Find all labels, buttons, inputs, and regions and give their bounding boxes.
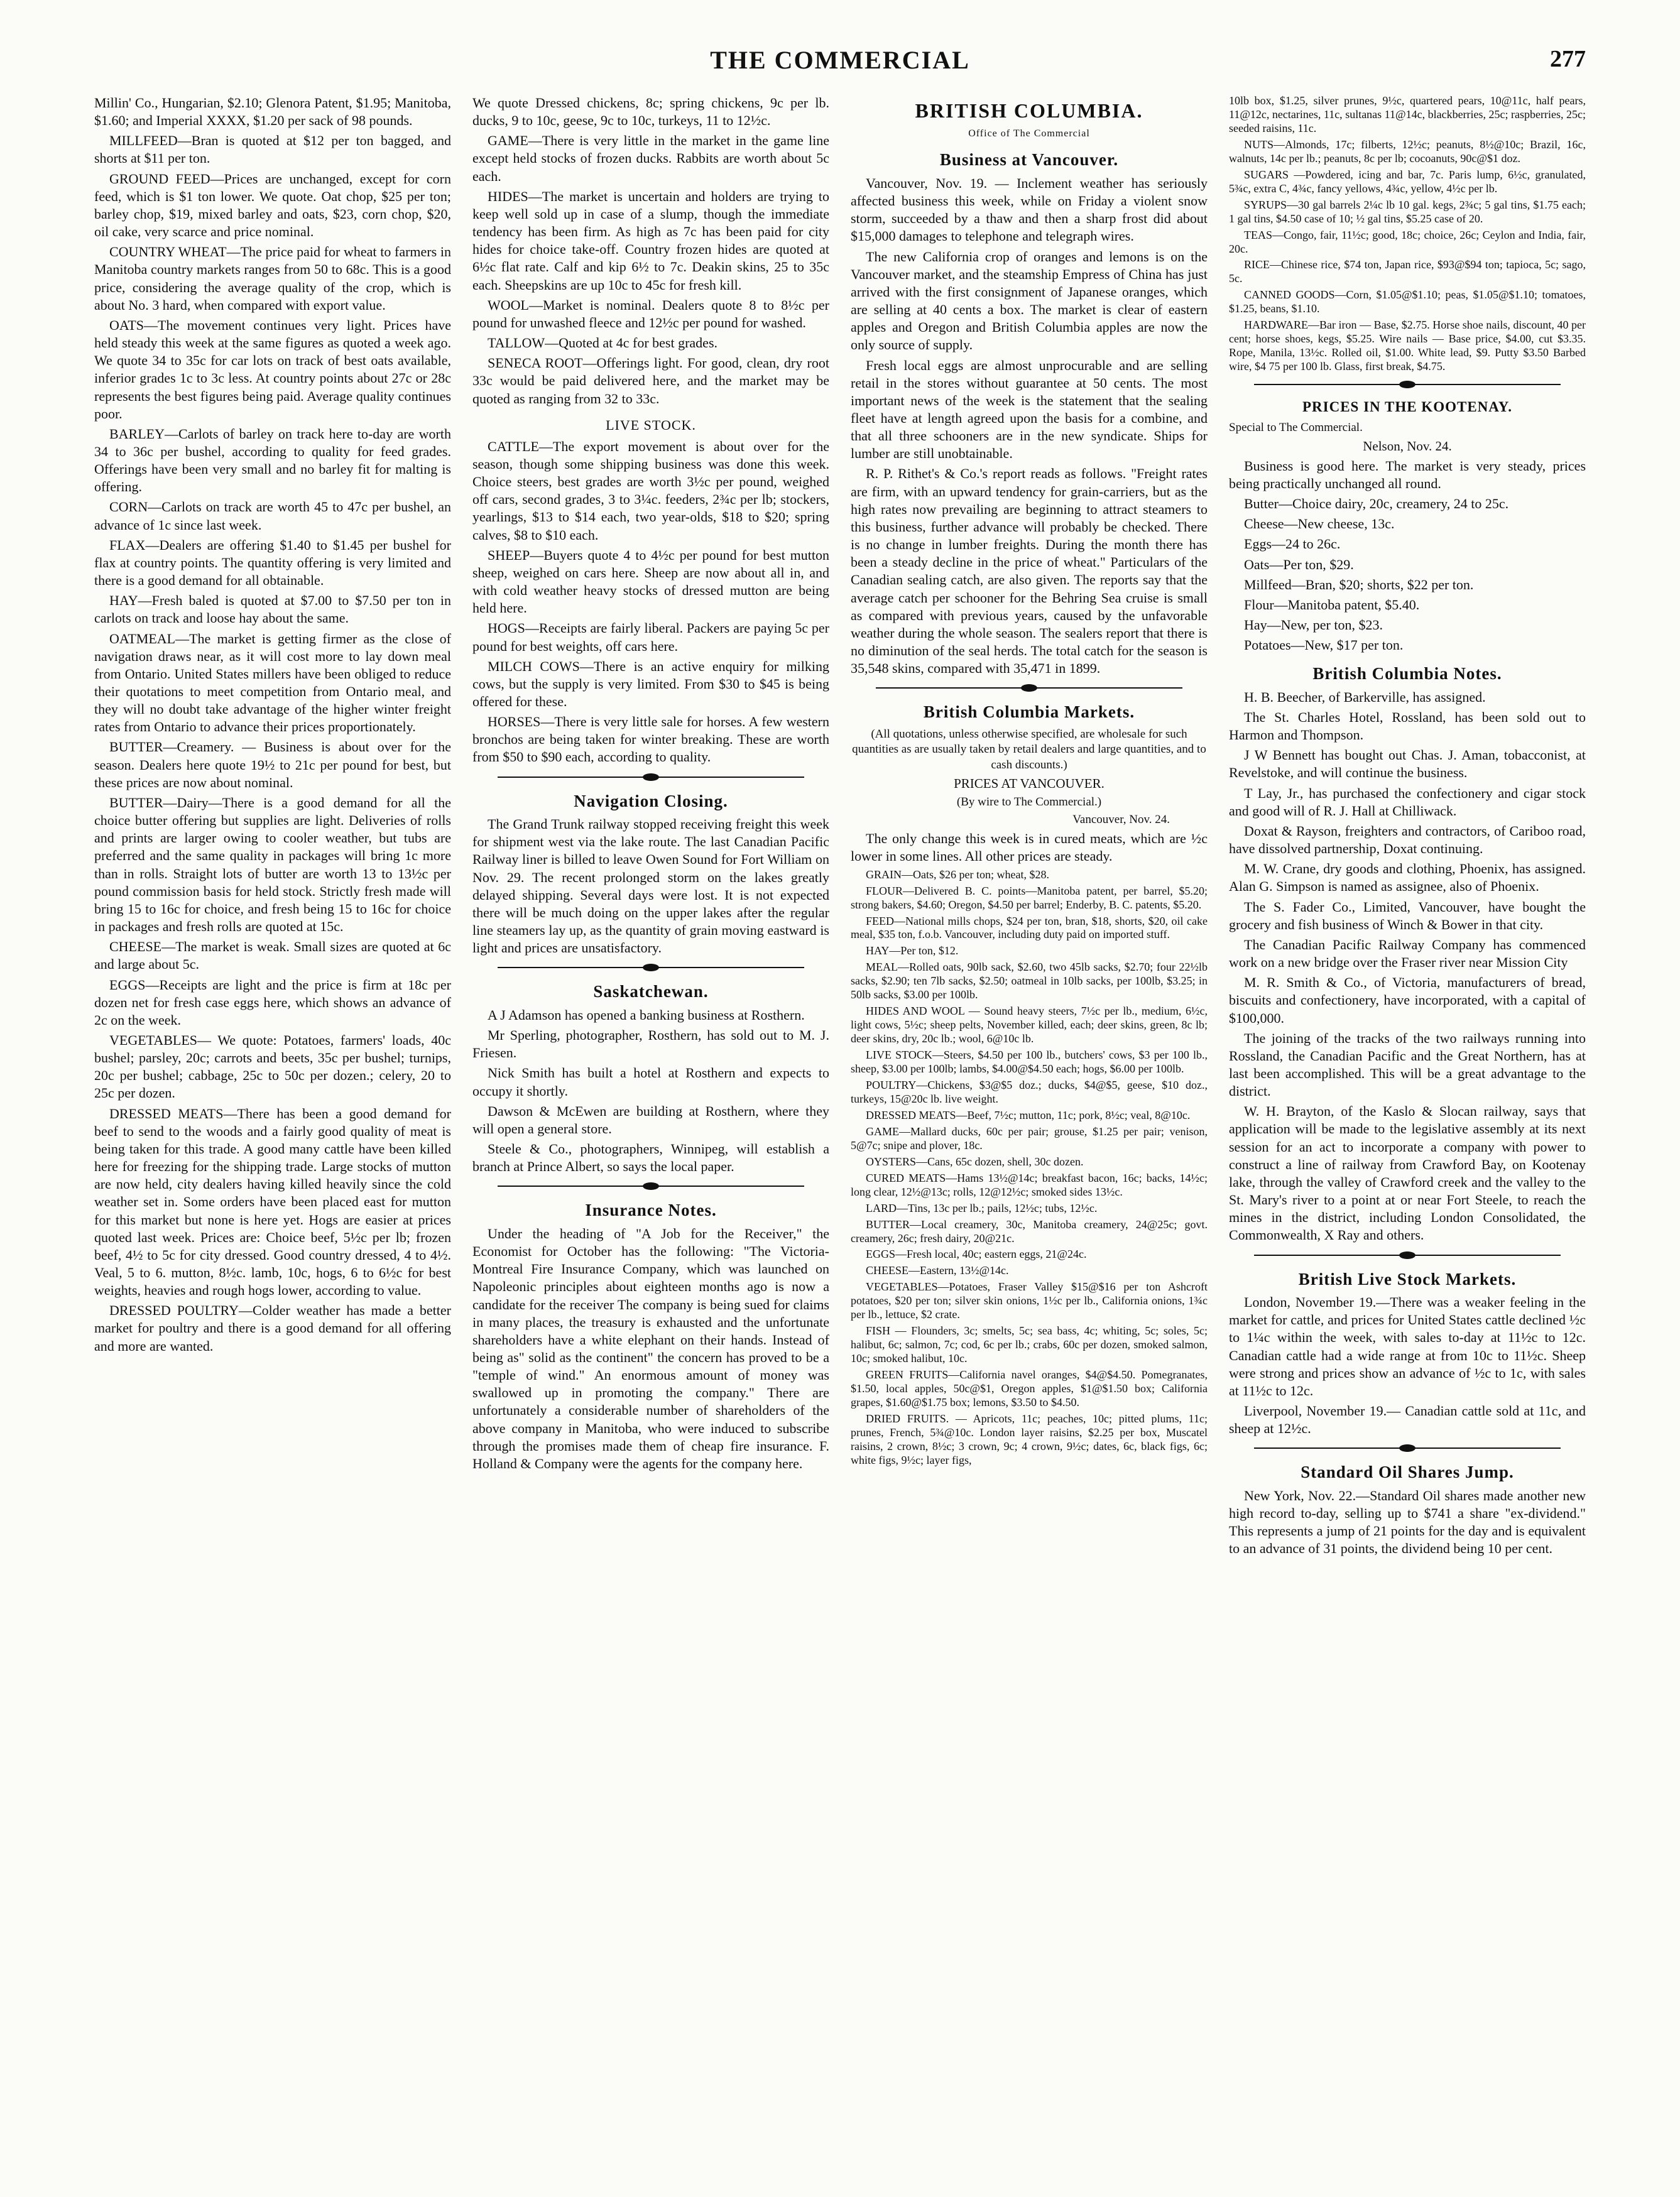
price-list-continued <box>1229 94 1586 374</box>
article-paragraph: GROUND FEED—Prices are unchanged, except for corn feed, which is $1 ton lower. We quote. Oat chop, $25 per ton; barley chop, $19, mixed barley and oats, $23, corn chop, $20, oil cake, very scarce and price nominal. <box>94 170 451 240</box>
article-paragraph: SENECA ROOT—Offerings light. For good, clean, dry root 33c would be paid delivered here, and the market may be quoted as ranging from 32 to 33c. <box>472 355 829 406</box>
article-paragraph: SHEEP—Buyers quote 4 to 4½c per pound for best mutton sheep, weighed on cars here. Sheep are now about all in, and with cold weather heavy stocks of dressed mutton are being held here. <box>472 547 829 616</box>
article-paragraph: Doxat & Rayson, freighters and contractors, of Cariboo road, have dissolved partnership, Doxat continuing. <box>1229 822 1586 857</box>
article-paragraph: Eggs—24 to 26c. <box>1244 536 1341 552</box>
price-item: VEGETABLES—Potatoes, Fraser Valley $15@$16 per ton Ashcroft potatoes, $20 per ton; silver skin onions, 1½c per lb., California onions, 1¾c per lb., lettuce, $2 crate. <box>851 1280 1208 1321</box>
article-paragraph: VEGETABLES— We quote: Potatoes, farmers' loads, 40c bushel; parsley, 20c; carrots and beets, 35c per bushel; turnips, 20c per bushel; cabbage, 25c to 50c per dozen.; celery, 20 to 25c per dozen. <box>94 1032 451 1101</box>
ornamental-rule <box>876 684 1182 692</box>
article-paragraph: BARLEY—Carlots of barley on track here to-day are worth 34 to 36c per bushel, according to quality for feed grades. Offerings have been very small and no barley fit for malting is offering. <box>94 425 451 495</box>
price-item: HAY—Per ton, $12. <box>866 944 959 957</box>
section-heading-saskatchewan: Saskatchewan. <box>593 982 709 1001</box>
article-paragraph: Butter—Choice dairy, 20c, creamery, 24 to 25c. <box>1244 496 1509 512</box>
article-paragraph: M. W. Crane, dry goods and clothing, Phoenix, has assigned. Alan G. Simpson is named as assignee, also of Phoenix. <box>1229 861 1586 895</box>
article-paragraph: London, November 19.—There was a weaker feeling in the market for cattle, and prices for United States cattle declined ½c to 1¼c within the week, with sales to-day at 11½c to 12c. Canadian cattle had a wide range at from 10c to 11½c. Sheep were strong and prices show an advance of ½c to 1c, with sales at 11½c to 12c. <box>1229 1294 1586 1398</box>
price-item: LARD—Tins, 13c per lb.; pails, 12½c; tubs, 12½c. <box>866 1201 1098 1214</box>
price-item: CURED MEATS—Hams 13½@14c; breakfast bacon, 16c; backs, 14½c; long clear, 12½@13c; rolls, 12@12½c; smoked sides 13½c. <box>851 1171 1208 1198</box>
article-paragraph: Fresh local eggs are almost unprocurable and are selling retail in the stores without guarantee at 50 cents. The most important news of the week is the statement that the sealing fleet have at length agreed upon the basis for a combine, and that all three schooners are in the new syndicate. Ships for lumber are still unobtainable. <box>851 357 1208 462</box>
article-paragraph: Millin' Co., Hungarian, $2.10; Glenora Patent, $1.95; Manitoba, $1.60; and Imperial XXXX, $1.20 per sack of 98 pounds. <box>94 95 451 129</box>
article-paragraph: The joining of the tracks of the two railways running into Rossland, the Canadian Pacific and the Great Northern, has at last been accomplished. This will be a great advantage to the district. <box>1229 1030 1586 1099</box>
price-item: TEAS—Congo, fair, 11½c; good, 18c; choice, 26c; Ceylon and India, fair, 20c. <box>1229 228 1586 255</box>
article-paragraph: WOOL—Market is nominal. Dealers quote 8 to 8½c per pound for unwashed fleece and 12½c per pound for washed. <box>472 297 829 330</box>
article-paragraph: CATTLE—The export movement is about over for the season, though some shipping business was done this week. Choice steers, best grades are worth 3½c per pound, weighed off cars, second grades, 3 to 3¼c. feeders, 2¾c per lb; stockers, yearlings, $13 to $14 each, two year-olds, $18 to $20; spring calves, $8 to $10 each. <box>472 438 829 543</box>
article-paragraph: Millfeed—Bran, $20; shorts, $22 per ton. <box>1244 576 1474 592</box>
price-item: FEED—National mills chops, $24 per ton, bran, $18, shorts, $20, oil cake meal, $35 ton, f.o.b. Vancouver, including duty paid on imported stuff. <box>851 914 1208 941</box>
article-paragraph: Steele & Co., photographers, Winnipeg, will establish a branch at Prince Albert, so says the local paper. <box>472 1141 829 1175</box>
page-header <box>94 45 1586 83</box>
article-paragraph: The new California crop of oranges and lemons is on the Vancouver market, and the steamship Empress of China has just arrived with the first consignment of Japanese oranges, which are selling at 40 cents a box. The market is clear of eastern apples and Oregon and British Columbia apples are now the only source of supply. <box>851 248 1208 353</box>
price-item: BUTTER—Local creamery, 30c, Manitoba creamery, 24@25c; govt. creamery, 26c; fresh dairy, 20@21c. <box>851 1218 1208 1245</box>
article-paragraph: CORN—Carlots on track are worth 45 to 47c per bushel, an advance of 1c since last week. <box>94 499 451 533</box>
article-paragraph: OATMEAL—The market is getting firmer as the close of navigation draws near, as it will cost more to lay down meal from Ontario. United States millers have been obliged to reduce their quotations to meet competition from Ontario meal, and they will no doubt take advantage of the higher winter freight rates from Ontario to advance their prices proportionately. <box>94 630 451 735</box>
article-paragraph: OATS—The movement continues very light. Prices have held steady this week at the same figures as quoted a week ago. We quote 34 to 35c for car lots on track of best oats available, inferior grades 1c to 3c less. At country points about 27c or 28c represents the best figures being paid. Average quality continues poor. <box>94 317 451 422</box>
price-item: LIVE STOCK—Steers, $4.50 per 100 lb., butchers' cows, $3 per 100 lb., sheep, $3.00 per 100lb; lambs, $4.00@$4.50 each; hogs, $6.00 per 100lb. <box>851 1049 1208 1076</box>
ornamental-rule <box>1254 1444 1561 1453</box>
ornamental-rule <box>498 1182 804 1191</box>
article-paragraph: BUTTER—Creamery. — Business is about over for the season. Dealers here quote 19½ to 21c per pound for best, but these prices are now about nominal. <box>94 739 451 790</box>
price-item: DRIED FRUITS. — Apricots, 11c; peaches, 10c; pitted plums, 11c; prunes, French, 5¾@10c. London layer raisins, $2.25 per box, Muscatel raisins, 2 crown, 8½c; 3 crown, 9c; 4 crown, 9½c; dates, 6c, black figs, 6c; white figs, 9½c; layer figs, <box>851 1412 1208 1466</box>
article-paragraph: DRESSED POULTRY—Colder weather has made a better market for poultry and there is a good demand for all offering and more are wanted. <box>94 1302 451 1354</box>
article-paragraph: DRESSED MEATS—There has been a good demand for beef to send to the woods and a fairly good quality of meat is being taken for this trade. A good many cattle have been killed here for freezing for the shipping trade. Large stocks of mutton are now held, city dealers having killed heavily since the cold weather set in. Some orders have been placed east for mutton for this market but none is here yet. Hogs are easier at prices quoted last week. Prices are: Choice beef, 5½c per lb; frozen beef, 4½ to 5c for city dressed. Good country dressed, 4 to 4½. Veal, 5 to 6. mutton, 8½c. lamb, 10c, hogs, 6 to 6½c for best weights, heavies and rough hogs lower, according to value. <box>94 1105 451 1299</box>
article-paragraph: TALLOW—Quoted at 4c for best grades. <box>488 335 718 351</box>
dateline: Vancouver, Nov. 24. <box>1072 813 1170 827</box>
market-note: (All quotations, unless otherwise specified, are wholesale for such quantities as are usually taken by retail dealers and large quantities, and to cash discounts.) <box>852 727 1206 771</box>
section-heading-live-stock: LIVE STOCK. <box>606 417 696 433</box>
article-paragraph: HOGS—Receipts are fairly liberal. Packers are paying 5c per pound for best weights, off cars here. <box>472 620 829 654</box>
price-item: DRESSED MEATS—Beef, 7½c; mutton, 11c; pork, 8½c; veal, 8@10c. <box>866 1108 1191 1121</box>
article-paragraph: EGGS—Receipts are light and the price is firm at 18c per dozen net for fresh case eggs here, which shows an advance of 2c on the week. <box>94 976 451 1028</box>
article-paragraph: The St. Charles Hotel, Rossland, has been sold out to Harmon and Thompson. <box>1229 709 1586 743</box>
article-paragraph: Under the heading of "A Job for the Receiver," the Economist for October has the following: "The Victoria-Montreal Fire Insurance Company, which was launched on Napoleonic principles about eighteen months ago is now a candidate for the receiver The company is being sued for claims in many places, the treasury is exhausted and the unfortunate shareholders have a white elephant on their hands. Instead of being as" solid as the continent" the concern has proved to be a "temple of wind." An enormous amount of money was swallowed up in promoting the company." There are unfortunately a considerable number of shareholders of the above company in Manitoba, who were induced to subscribe through the promises made them of cheap fire insurance. F. Holland & Company were the agents for the company here. <box>472 1225 829 1471</box>
price-item: SUGARS —Powdered, icing and bar, 7c. Paris lump, 6½c, granulated, 5¾c, extra C, 4¾c, fancy yellows, 4¾c, yellow, 4½c per lb. <box>1229 168 1586 195</box>
article-paragraph: A J Adamson has opened a banking business at Rosthern. <box>488 1006 805 1023</box>
section-heading-standard-oil: Standard Oil Shares Jump. <box>1301 1463 1514 1482</box>
article-paragraph: GAME—There is very little in the market in the game line except held stocks of frozen ducks. Rabbits are worth about 5c each. <box>472 133 829 184</box>
column-2 <box>472 94 829 2180</box>
price-item: NUTS—Almonds, 17c; filberts, 12½c; peanuts, 8½@10c; Brazil, 16c, walnuts, 14c per lb.; peanuts, 8c per lb; cocoanuts, 90c@$1 doz. <box>1229 138 1586 165</box>
ornamental-rule <box>1254 380 1561 389</box>
market-prices-heading: PRICES AT VANCOUVER. <box>954 775 1105 791</box>
column-3 <box>851 94 1208 2180</box>
article-paragraph: FLAX—Dealers are offering $1.40 to $1.45 per bushel for flax at country points. The quantity offering is very limited and there is a good demand for all obtainable. <box>94 537 451 589</box>
price-item: FISH — Flounders, 3c; smelts, 5c; sea bass, 4c; whiting, 5c; soles, 5c; halibut, 6c; salmon, 7c; cod, 6c per lb.; crabs, 60c per dozen, smoked salmon, 10c; smoked halibut, 10c. <box>851 1324 1208 1365</box>
article-paragraph: CHEESE—The market is weak. Small sizes are quoted at 6c and large about 5c. <box>94 939 451 973</box>
section-heading-navigation: Navigation Closing. <box>574 791 728 810</box>
price-item: GAME—Mallard ducks, 60c per pair; grouse, $1.25 per pair; venison, 5@7c; snipe and plover, 18c. <box>851 1125 1208 1152</box>
article-paragraph: Flour—Manitoba patent, $5.40. <box>1244 596 1420 613</box>
column-4 <box>1229 94 1586 2180</box>
section-heading-kootenay: PRICES IN THE KOOTENAY. <box>1302 399 1513 415</box>
article-paragraph: Business is good here. The market is very steady, prices being practically unchanged all round. <box>1229 457 1586 491</box>
article-paragraph: Potatoes—New, $17 per ton. <box>1244 637 1404 653</box>
article-paragraph: Cheese—New cheese, 13c. <box>1244 516 1395 532</box>
article-paragraph: H. B. Beecher, of Barkerville, has assigned. <box>1244 689 1486 705</box>
running-title: THE COMMERCIAL <box>710 46 970 74</box>
section-heading-insurance: Insurance Notes. <box>585 1201 717 1220</box>
article-paragraph: Mr Sperling, photographer, Rosthern, has sold out to M. J. Friesen. <box>472 1027 829 1061</box>
column-1 <box>94 94 451 2180</box>
article-paragraph: Liverpool, November 19.— Canadian cattle sold at 11c, and sheep at 12½c. <box>1229 1403 1586 1437</box>
article-paragraph: W. H. Brayton, of the Kaslo & Slocan railway, says that application will be made to the legislative assembly at its next session for an act to incorporate a company with power to construct a line of railway from Crawford Bay, on Kootenay lake, through the valley of Crawford creek and the valley to the St. Mary's river to a point at or near Fort Steele, to reach the mines in the district, including London Consolidated, the Commonwealth, X Ray and others. <box>1229 1103 1586 1243</box>
article-paragraph: BUTTER—Dairy—There is a good demand for all the choice butter offering but supplies are light. Deliveries of rolls and prints are larger owing to cooler weather, but tubs are preferred and the same quality in packages will bring 1c more than in rolls. Straight lots of butter are worth 13 to 13½c per pound commission basis for held stock. Strictly fresh made will bring 15 to 16c for choice, and fresh being 15 to 16c for choice in packages and fresh rolls are quoted at 15c. <box>94 794 451 935</box>
section-heading-british-live-stock: British Live Stock Markets. <box>1298 1269 1517 1289</box>
article-paragraph: The Canadian Pacific Railway Company has commenced work on a new bridge over the Fraser river near Mission City <box>1229 936 1586 971</box>
page-number: 277 <box>1550 46 1586 72</box>
article-paragraph: Nick Smith has built a hotel at Rosthern and expects to occupy it shortly. <box>472 1065 829 1099</box>
article-paragraph: MILCH COWS—There is an active enquiry for milking cows, but the supply is very limited. From $30 to $45 is being offered for these. <box>472 658 829 709</box>
article-paragraph: Oats—Per ton, $29. <box>1244 556 1354 572</box>
price-item: SYRUPS—30 gal barrels 2¼c lb 10 gal. kegs, 2¾c; 5 gal tins, $1.75 each; 1 gal tins, $4.50 case of 10; ½ gal tins, $5.25 case of 20. <box>1229 198 1586 225</box>
columns <box>94 94 1586 2180</box>
article-paragraph: We quote Dressed chickens, 8c; spring chickens, 9c per lb. ducks, 9 to 10c, geese, 9c to 10c, turkeys, 11 to 12½c. <box>472 95 829 129</box>
ornamental-rule <box>1254 1251 1561 1260</box>
article-paragraph: HIDES—The market is uncertain and holders are trying to keep well sold up in case of a slump, though the immediate tendency has been firm. As high as 7c has been paid for city hides for choice take-off. Country frozen hides are quoted at 6½c flat rate. Calf and kip 6½ to 7c. Deakin skins, 25 to 35c each. Sheepskins are up 10c to 45c for fresh kill. <box>472 188 829 293</box>
article-paragraph: T Lay, Jr., has purchased the confectionery and cigar stock and good will of R. J. Hall at Chilliwack. <box>1229 785 1586 819</box>
article-paragraph: MILLFEED—Bran is quoted at $12 per ton bagged, and shorts at $11 per ton. <box>94 133 451 166</box>
article-paragraph: R. P. Rithet's & Co.'s report reads as follows. "Freight rates are firm, with an upward tendency for grain-carriers, but as the high rates now prevailing are beginning to attract steamers to this business, further advance will probably be checked. There is no change in lumber freights. During the month there has been a steady decline in the price of wheat." Particulars of the Canadian sealing catch, are also given. The reports say that the average catch per schooner for the Behring Sea cruise is small as compared with previous years, caused by the unfavorable weather during the whole season. The sealers report that there is no diminution of the seal herds. The total catch for the season is 35,548 skins, compared with 35,471 in 1899. <box>851 466 1208 677</box>
price-item: CANNED GOODS—Corn, $1.05@$1.10; peas, $1.05@$1.10; tomatoes, $1.25, beans, $1.10. <box>1229 288 1586 315</box>
section-heading-business-vancouver: Business at Vancouver. <box>939 150 1119 170</box>
price-item: RICE—Chinese rice, $74 ton, Japan rice, $93@$94 ton; tapioca, 5c; sago, 5c. <box>1229 258 1586 285</box>
article-paragraph: COUNTRY WHEAT—The price paid for wheat to farmers in Manitoba country markets ranges from 50 to 68c. This is a good price, considering the average quality of the crop, which is about No. 3 hard, when compared with export value. <box>94 244 451 313</box>
article-paragraph: The S. Fader Co., Limited, Vancouver, have bought the grocery and fish business of Winch & Bower in that city. <box>1229 898 1586 932</box>
ornamental-rule <box>498 963 804 972</box>
article-paragraph: The only change this week is in cured meats, which are ½c lower in some lines. All other prices are steady. <box>851 831 1208 864</box>
article-paragraph: Vancouver, Nov. 19. — Inclement weather has seriously affected business this week, while on Friday a violent snow storm, succeeded by a thaw and then a sharp frost did about $15,000 damages to telephone and telegraph wires. <box>851 175 1208 244</box>
price-item: HARDWARE—Bar iron — Base, $2.75. Horse shoe nails, discount, 40 per cent; horse shoes, kegs, $5.25. Wire nails — Base price, $4.00, cut $3.35. Rope, Manila, 13½c. Rolled oil, $1.00. White lead, $9. Putty $3.50 Barbed wire, $4 75 per 100 lb. Glass, first break, $4.75. <box>1229 319 1586 373</box>
ornamental-rule <box>498 773 804 782</box>
price-item: EGGS—Fresh local, 40c; eastern eggs, 21@24c. <box>866 1248 1087 1261</box>
price-item: OYSTERS—Cans, 65c dozen, shell, 30c dozen. <box>866 1155 1084 1168</box>
price-item: POULTRY—Chickens, $3@$5 doz.; ducks, $4@$5, geese, $10 doz., turkeys, 15@20c lb. live weight. <box>851 1078 1208 1105</box>
article-paragraph: Dawson & McEwen are building at Rosthern, where they will open a general store. <box>472 1103 829 1137</box>
section-heading-bc-markets: British Columbia Markets. <box>923 702 1135 722</box>
special-note: Special to The Commercial. <box>1229 420 1363 434</box>
section-heading-bc-notes: British Columbia Notes. <box>1312 664 1502 684</box>
article-paragraph: New York, Nov. 22.—Standard Oil shares made another new high record to-day, selling up to $741 a share "ex-dividend." This represents a jump of 21 points for the day and is equivalent to an advance of 31 points, the dividend being 10 per cent. <box>1229 1487 1586 1557</box>
price-item: GREEN FRUITS—California navel oranges, $4@$4.50. Pomegranates, $1.50, local apples, 50c@$1, Oregon apples, $1@$1.50 box; California grapes, $1.60@$1.75 box; lemons, $3.50 to $4.50. <box>851 1368 1208 1409</box>
article-paragraph: M. R. Smith & Co., of Victoria, manufacturers of bread, biscuits and confectionery, have incorporated, with a capital of $100,000. <box>1229 974 1586 1026</box>
section-heading-british-columbia: BRITISH COLUMBIA. <box>915 99 1143 122</box>
article-paragraph: J W Bennett has bought out Chas. J. Aman, tobacconist, at Revelstoke, and will continue the business. <box>1229 747 1586 781</box>
price-item: GRAIN—Oats, $26 per ton; wheat, $28. <box>866 868 1049 881</box>
market-wire-note: (By wire to The Commercial.) <box>956 795 1102 809</box>
price-item: HIDES AND WOOL — Sound heavy steers, 7½c per lb., medium, 6½c, light cows, 5½c; sheep pelts, November killed, each; deer skins, green, 8c lb; deer skins, dry, 20c lb.; wool, 6@10c lb. <box>851 1005 1208 1045</box>
article-paragraph: HAY—Fresh baled is quoted at $7.00 to $7.50 per ton in carlots on track and loose hay about the same. <box>94 592 451 626</box>
price-item: FLOUR—Delivered B. C. points—Manitoba patent, per barrel, $5.20; strong bakers, $4.60; Oregon, $4.50 per barrel; Enderby, B. C. patents, $5.20. <box>851 884 1208 911</box>
dateline: Nelson, Nov. 24. <box>1363 438 1452 454</box>
article-paragraph: The Grand Trunk railway stopped receiving freight this week for shipment west via the lake route. The last Canadian Pacific Railway liner is billed to leave Owen Sound for Fort William on Nov. 29. The recent prolonged storm on the lakes greatly delayed shipping. Several days were lost. It is not expected there will be much doing on the upper lakes after the regular line steamers lay up, as the quantity of grain moving eastward is light and prices are unsatisfactory. <box>472 816 829 956</box>
price-item: CHEESE—Eastern, 13½@14c. <box>866 1264 1009 1277</box>
price-item: MEAL—Rolled oats, 90lb sack, $2.60, two 45lb sacks, $2.70; four 22½lb sacks, $2.90; ten 7lb sacks, $2.50; oatmeal in 10lb sacks, per 100lb, $3.25; in 50lb sacks, $3.00 per 100lb. <box>851 961 1208 1001</box>
price-list <box>851 868 1208 1468</box>
section-subheading: Office of The Commercial <box>968 128 1090 139</box>
article-paragraph: HORSES—There is very little sale for horses. A few western bronchos are being taken for winter breaking. These are worth from $50 to $90 each, according to quality. <box>472 714 829 765</box>
price-item: 10lb box, $1.25, silver prunes, 9½c, quartered pears, 10@11c, half pears, 11@12c, nectarines, 11c, sultanas 11@14c, blackberries, 25c; raspberries, 25c; seeded raisins, 11c. <box>1229 94 1586 134</box>
article-paragraph: Hay—New, per ton, $23. <box>1244 616 1383 633</box>
